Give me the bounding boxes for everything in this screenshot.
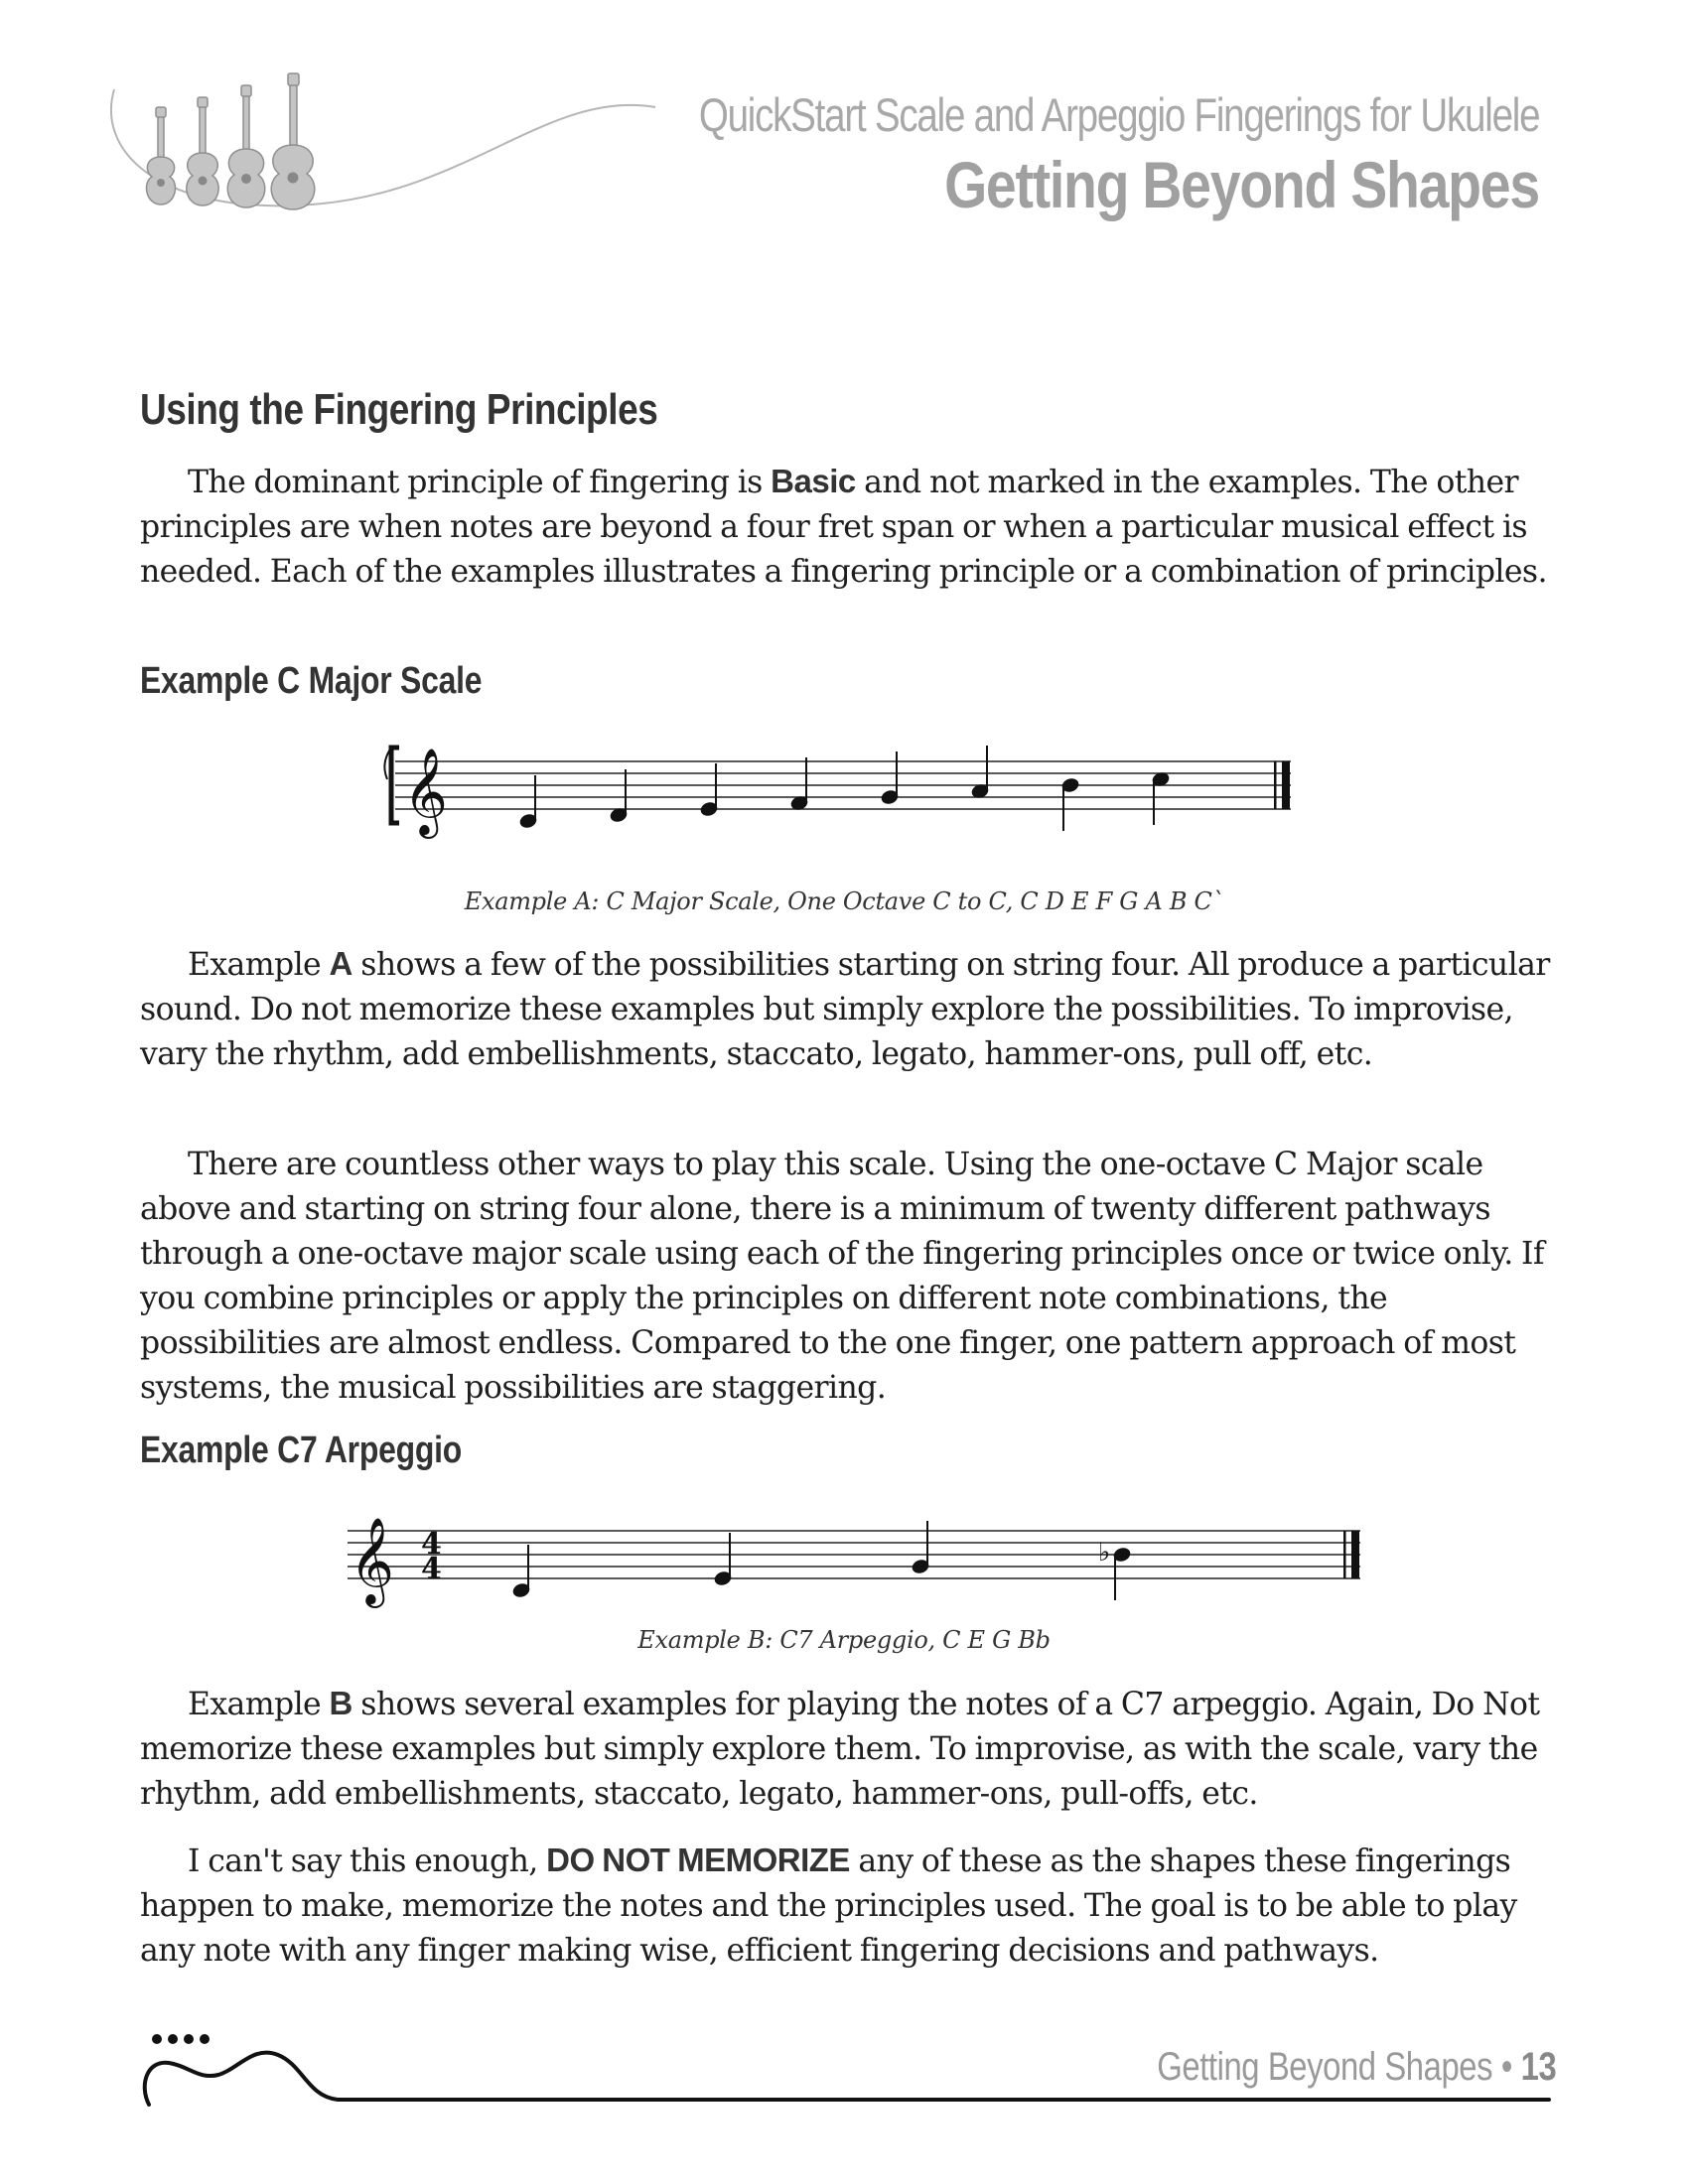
keyword-basic: Basic	[771, 463, 856, 499]
section-heading: Using the Fingering Principles	[140, 385, 658, 434]
final-barline	[1343, 1531, 1359, 1578]
treble-clef: 𝄞	[350, 1516, 394, 1604]
example-a-paragraph-1: Example A shows a few of the possibilities starting on string four. All produce a particular sound. Do not memorize these examples but simply explore the possibilities. To improvise, vary the rhythm, add embellishments, staccato, legato, hammer-ons, pull off, etc.	[140, 945, 1550, 1072]
footer-separator: •	[1500, 2045, 1512, 2089]
footer-running-title	[1157, 2045, 1556, 2090]
svg-text:4: 4	[421, 1527, 442, 1562]
svg-text:4: 4	[421, 1552, 442, 1586]
header-ukulele-logo	[94, 69, 690, 228]
ukulele-icon-2	[187, 97, 218, 205]
ukulele-icon-3	[227, 85, 265, 207]
intro-paragraph: The dominant principle of fingering is Basic and not marked in the examples. The other principles are when notes are beyond a four fret span or when a particular musical effect is needed. Each of the examples illustrates a fingering principle or a combination of principles.	[140, 463, 1547, 590]
footer-dots	[152, 2034, 210, 2044]
chapter-title: Getting Beyond Shapes	[944, 148, 1539, 221]
footer-chapter: Getting Beyond Shapes	[1156, 2045, 1492, 2089]
book-title: QuickStart Scale and Arpeggio Fingerings for Ukulele	[698, 88, 1539, 141]
example-b-caption: Example B: C7 Arpeggio, C E G Bb	[637, 1626, 1051, 1654]
staff-lines	[348, 1531, 1360, 1578]
page-number: 13	[1520, 2045, 1556, 2089]
example-a-paragraph-2: There are countless other ways to play this scale. Using the one-octave C Major scale above and starting on string four alone, there is a minimum of twenty different pathways through a one-octave major scale using each of the fingering principles once or twice only. If you combine principles or apply the principles on different note combinations, the possibilities are almost endless. Compared to the one finger, one pattern approach of most systems, the musical possibilities are staggering.	[140, 1147, 1544, 1406]
time-signature	[421, 1527, 442, 1586]
example-b-paragraph-1: Example B shows several examples for playing the notes of a C7 arpeggio. Again, Do Not memorize these examples but simply explore them. To improvise, as with the scale, vary the rhythm, add embellishments, staccato, legato, hammer-ons, pull-offs, etc.	[140, 1685, 1540, 1812]
example-b-paragraph-2: I can't say this enough, DO NOT MEMORIZE any of these as the shapes these fingerings happen to make, memorize the notes and the principles used. The goal is to be able to play any note with any finger making wise, efficient fingering decisions and pathways.	[140, 1842, 1517, 1969]
example-b-heading: Example C7 Arpeggio	[140, 1430, 462, 1471]
example-a-caption: Example A: C Major Scale, One Octave C to C, C D E F G A B C`	[464, 887, 1224, 915]
ukulele-icon-4	[271, 73, 315, 209]
c7-arpeggio-staff	[338, 1499, 1370, 1608]
ukulele-icon-1	[146, 107, 175, 205]
treble-clef: 𝄞	[403, 747, 448, 835]
example-a-heading: Example C Major Scale	[140, 660, 483, 702]
c-major-scale-staff	[377, 730, 1311, 849]
arpeggio-notes	[511, 1521, 1131, 1600]
final-barline	[1274, 761, 1290, 809]
keyword-do-not-memorize: DO NOT MEMORIZE	[546, 1842, 850, 1878]
flat-sign: ♭	[1098, 1538, 1111, 1568]
keyword-b: B	[329, 1685, 352, 1721]
keyword-a: A	[329, 945, 352, 982]
scale-notes	[518, 746, 1170, 831]
